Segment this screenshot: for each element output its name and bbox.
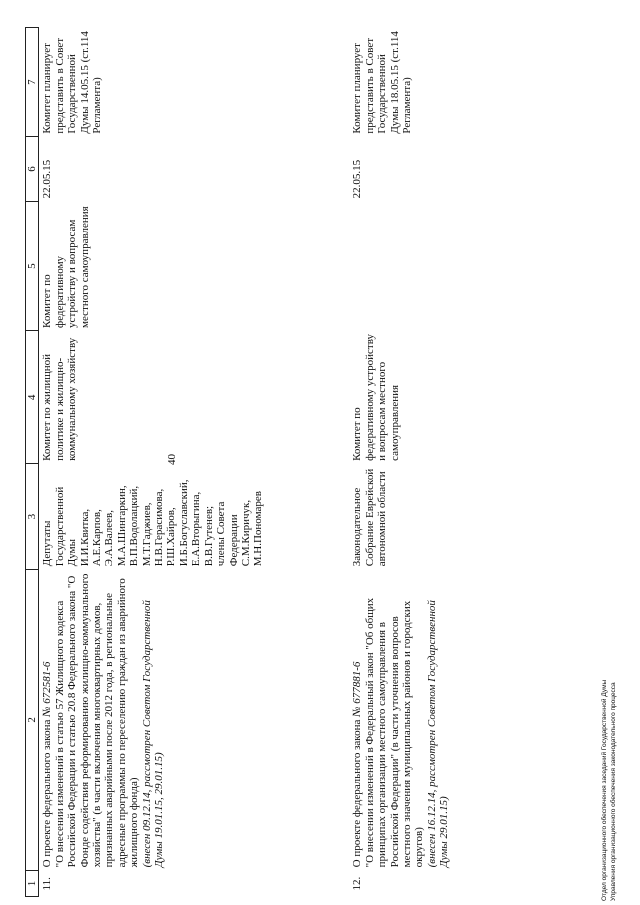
footer — [600, 680, 618, 901]
row-number: 11. — [41, 877, 54, 891]
bill-title: "О внесении изменений в статью 57 Жилищного кодекса Российской Федерации и статью 20.8 Федерального закона "О Фонде содействия реформированию жилищно-коммунального хозяйства" (в части включения многоквартирных домов, признанных аварийными после 2012 года, в региональные адресные программы по переселению граждан из аварийного жилищного фонда) — [53, 573, 141, 868]
initiators-cell — [39, 464, 342, 569]
initiator: А.Е.Карпов, — [91, 509, 104, 567]
page-number: 40 — [166, 454, 178, 465]
column-header-5: 5 — [26, 201, 39, 331]
column-header-row — [26, 28, 39, 897]
column-header-6: 6 — [26, 137, 39, 202]
bill-title-prefix: О проекте федерального закона — [41, 716, 54, 868]
date-cell: 22.05.15 — [41, 159, 54, 199]
bill-title-prefix: О проекте федерального закона — [351, 716, 364, 868]
initiator: М.Т.Гаджиев, — [140, 502, 153, 567]
date-cell: 22.05.15 — [351, 159, 364, 199]
initiator: Р.Ш.Хайров, — [165, 507, 178, 567]
bill-number: № 677881-6 — [351, 661, 364, 717]
footer-directorate: Управления организационного обеспечения законодательного процесса — [610, 682, 617, 901]
column-header-7: 7 — [26, 28, 39, 137]
initiator: М.Н.Пономарев — [252, 491, 265, 567]
initiator: Е.А.Вторыгина, — [190, 491, 203, 567]
initiator: М.А.Шингаркин, — [115, 485, 128, 567]
bill-number: № 672581-6 — [41, 661, 54, 717]
initiator: В.В.Гутенев; — [202, 505, 215, 567]
table-row — [341, 28, 601, 897]
responsible-committee-cell: Комитет по жилищной политике и жилищно-коммунальному хозяйству — [41, 337, 79, 461]
column-header-4: 4 — [26, 331, 39, 464]
responsible-committee-cell: Комитет по федеративному устройству и вопросам местного самоуправления — [351, 333, 401, 461]
table-row — [39, 28, 342, 897]
column-header-1: 1 — [26, 870, 39, 896]
co-executor-cell — [341, 201, 601, 331]
bill-status-note: (внесен 16.12.14, рассмотрен Советом Государственной Думы 29.01.15) — [425, 600, 451, 868]
bills-table — [25, 27, 601, 897]
bill-description-cell — [341, 569, 601, 870]
bill-title: "О внесении изменений в Федеральный закон "Об общих принципах организации местного самоуправления в Российской Федерации" (в части уточнения вопросов местного значения муниципальных районов и городских округов) — [363, 597, 426, 868]
initiator: В.П.Водолацкий, — [128, 485, 141, 567]
initiator: Депутаты Государственной Думы — [41, 486, 79, 567]
column-header-2: 2 — [26, 569, 39, 870]
initiator: Э.А.Валеев, — [103, 510, 116, 567]
initiators-cell — [341, 464, 601, 569]
initiator: Законодательное Собрание Еврейской автономной области — [351, 468, 389, 567]
initiator: Н.В.Герасимова, — [153, 488, 166, 567]
plan-cell: Комитет планирует представить в Совет Государственной Думы 18.05.15 (ст.114 Регламента) — [351, 31, 414, 134]
bill-description-cell — [39, 569, 342, 870]
footer-department: Отдел организационного обеспечения заседаний Государственной Думы — [601, 679, 608, 901]
initiator: И.Б.Богуславский, — [177, 479, 190, 567]
initiator: члены Совета Федерации — [215, 501, 240, 567]
initiator: С.М.Киричук, — [239, 499, 252, 567]
initiator: И.И.Квитка, — [78, 508, 91, 567]
co-executor-cell: Комитет по федеративному устройству и вопросам местного самоуправления — [41, 206, 91, 328]
row-number: 12. — [351, 876, 364, 891]
plan-cell: Комитет планирует представить в Совет Государственной Думы 14.05.15 (ст.114 Регламента) — [41, 31, 104, 134]
bill-status-note: (внесен 09.12.14, рассмотрен Советом Государственной Думы 19.01.15, 29.01.15) — [140, 600, 166, 868]
column-header-3: 3 — [26, 464, 39, 569]
